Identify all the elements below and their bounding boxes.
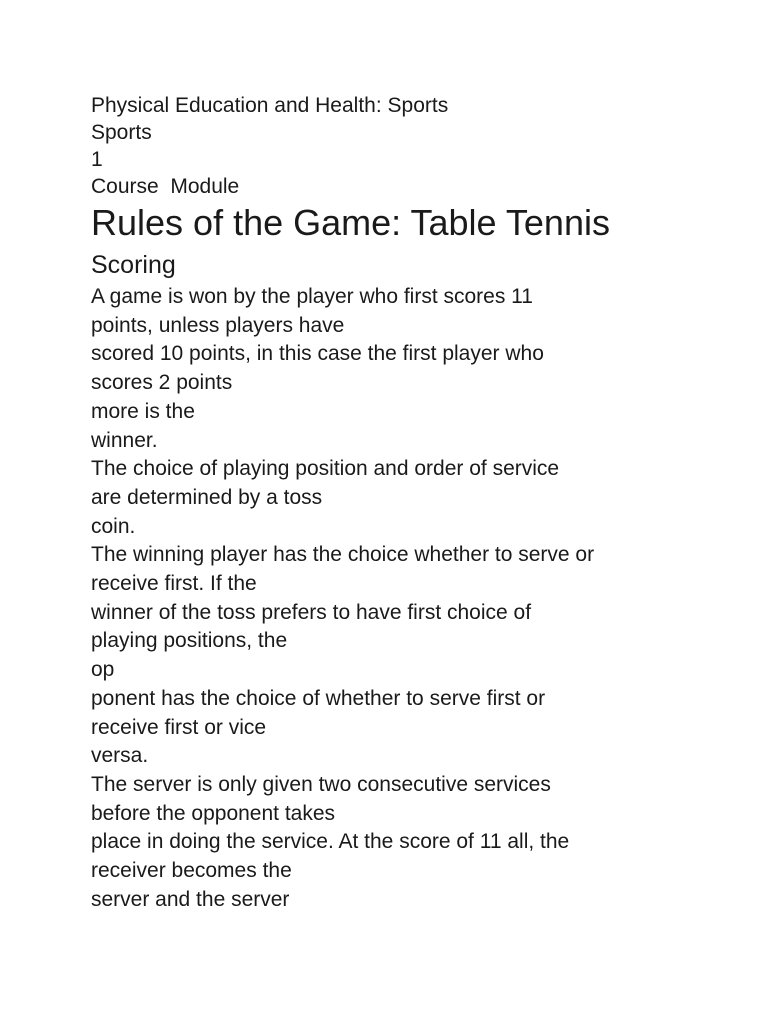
body-line: A game is won by the player who first scores 11 [91,285,533,308]
body-line: place in doing the service. At the score of 11 all, the [91,830,570,854]
body-line: winner. [91,428,158,452]
body-line: points, unless players have [91,313,345,337]
document-page [91,92,751,914]
body-line: versa. [91,744,149,768]
body-line: are determined by a toss [91,485,323,509]
body-line: The server is only given two consecutive services [91,772,551,796]
body-line: winner of the toss prefers to have first choice of [91,600,532,624]
body-line: before the opponent takes [91,801,336,825]
page-number: 1 [91,148,103,171]
module-label: Course Module [91,175,240,198]
body-line: receiver becomes the [91,859,292,883]
body-line: scores 2 points [91,371,233,395]
body-line: The choice of playing position and order of service [91,457,560,481]
body-line: server and the server [91,887,290,911]
body-line: scored 10 points, in this case the first player who [91,342,544,366]
document-title: Rules of the Game: Table Tennis [91,202,610,243]
body-line: playing positions, the [91,629,288,653]
body-line: receive first. If the [91,572,257,596]
body-line: op [91,658,115,682]
section-body [91,283,751,914]
body-line: The winning player has the choice whether to serve or [91,543,595,567]
body-line: ponent has the choice of whether to serve first or [91,686,546,710]
section-heading: Scoring [91,251,176,279]
body-line: more is the [91,399,195,423]
subject-label: Sports [91,121,152,144]
course-title: Physical Education and Health: Sports [91,94,449,117]
body-line: coin. [91,514,136,538]
body-line: receive first or vice [91,715,267,739]
